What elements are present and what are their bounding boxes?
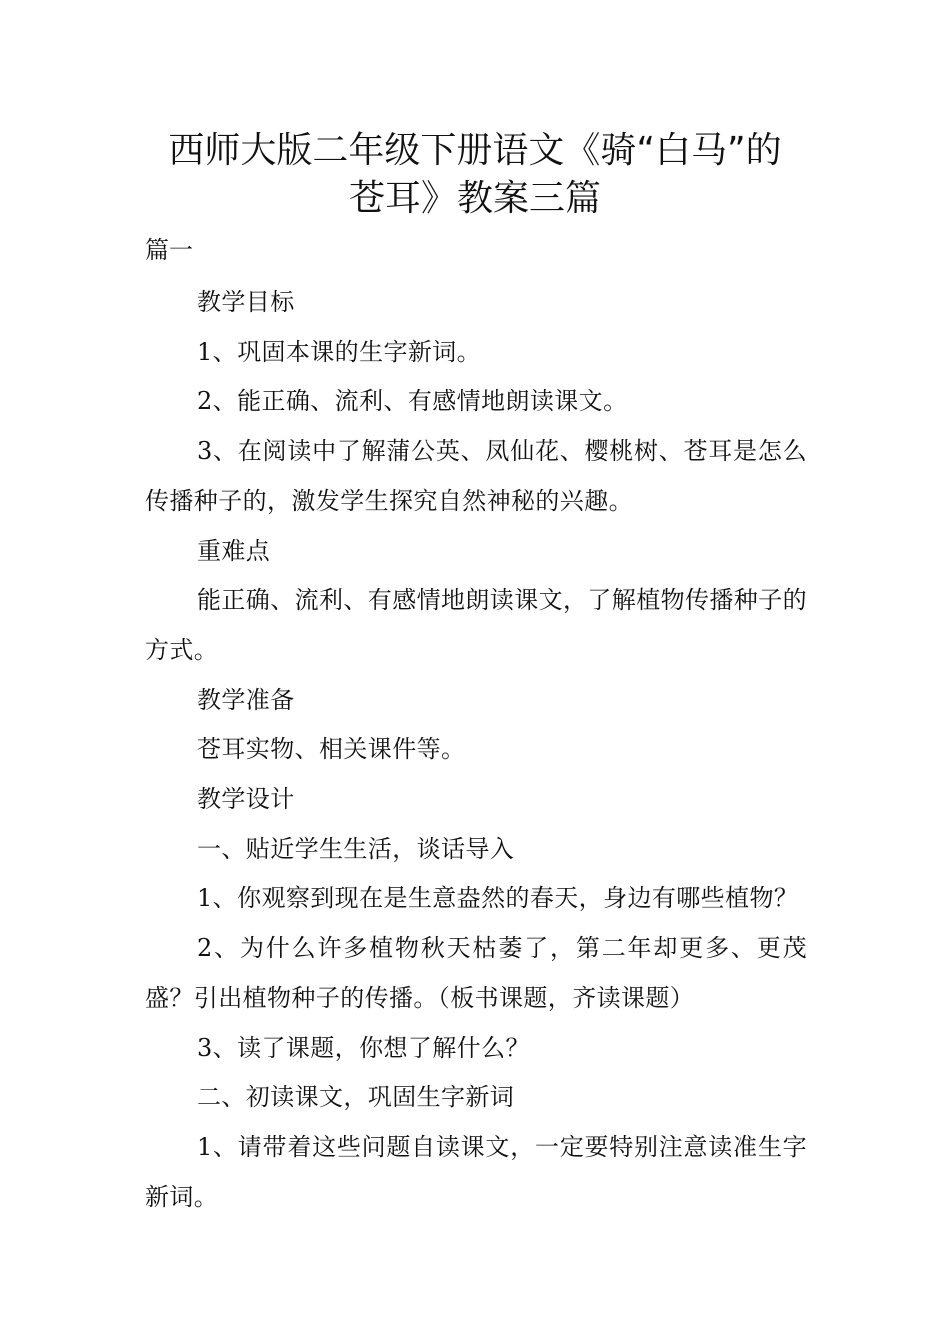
- goal-item-2: 2、能正确、流利、有感情地朗读课文。: [197, 387, 628, 416]
- design-step-2-item-1: 1、请带着这些问题自读课文，一定要特别注意读准生字新词。: [145, 1132, 807, 1211]
- design-step-1-item-2: 2、为什么许多植物秋天枯萎了，第二年却更多、更茂盛？引出植物种子的传播。（板书课题，齐读课题）: [145, 934, 807, 1012]
- goal-item-1: 1、巩固本课的生字新词。: [197, 337, 482, 366]
- section-label: 篇一: [145, 236, 193, 264]
- document-title-line-2: 苍耳》教案三篇: [348, 178, 601, 219]
- design-step-1-item-1: 1、你观察到现在是生意盎然的春天，身边有哪些植物？: [197, 884, 799, 913]
- heading-preparation: 教学准备: [197, 685, 295, 714]
- key-difficulties-text: 能正确、流利、有感情地朗读课文，了解植物传播种子的方式。: [145, 586, 807, 664]
- heading-key-difficulties: 重难点: [197, 536, 271, 565]
- heading-teaching-goals: 教学目标: [197, 288, 295, 316]
- design-step-1-item-3: 3、读了课题，你想了解什么？: [197, 1033, 530, 1062]
- document-body: [145, 278, 807, 1222]
- design-step-1-heading: 一、贴近学生生活，谈话导入: [197, 834, 515, 863]
- document-title-line-1: 西师大版二年级下册语文《骑“白马”的: [168, 130, 782, 171]
- design-step-2-heading: 二、初读课文，巩固生字新词: [197, 1083, 515, 1112]
- heading-teaching-design: 教学设计: [197, 785, 295, 814]
- preparation-text: 苍耳实物、相关课件等。: [197, 735, 466, 764]
- goal-item-3: 3、在阅读中了解蒲公英、凤仙花、樱桃树、苍耳是怎么传播种子的，激发学生探究自然神秘的兴趣。: [145, 437, 807, 515]
